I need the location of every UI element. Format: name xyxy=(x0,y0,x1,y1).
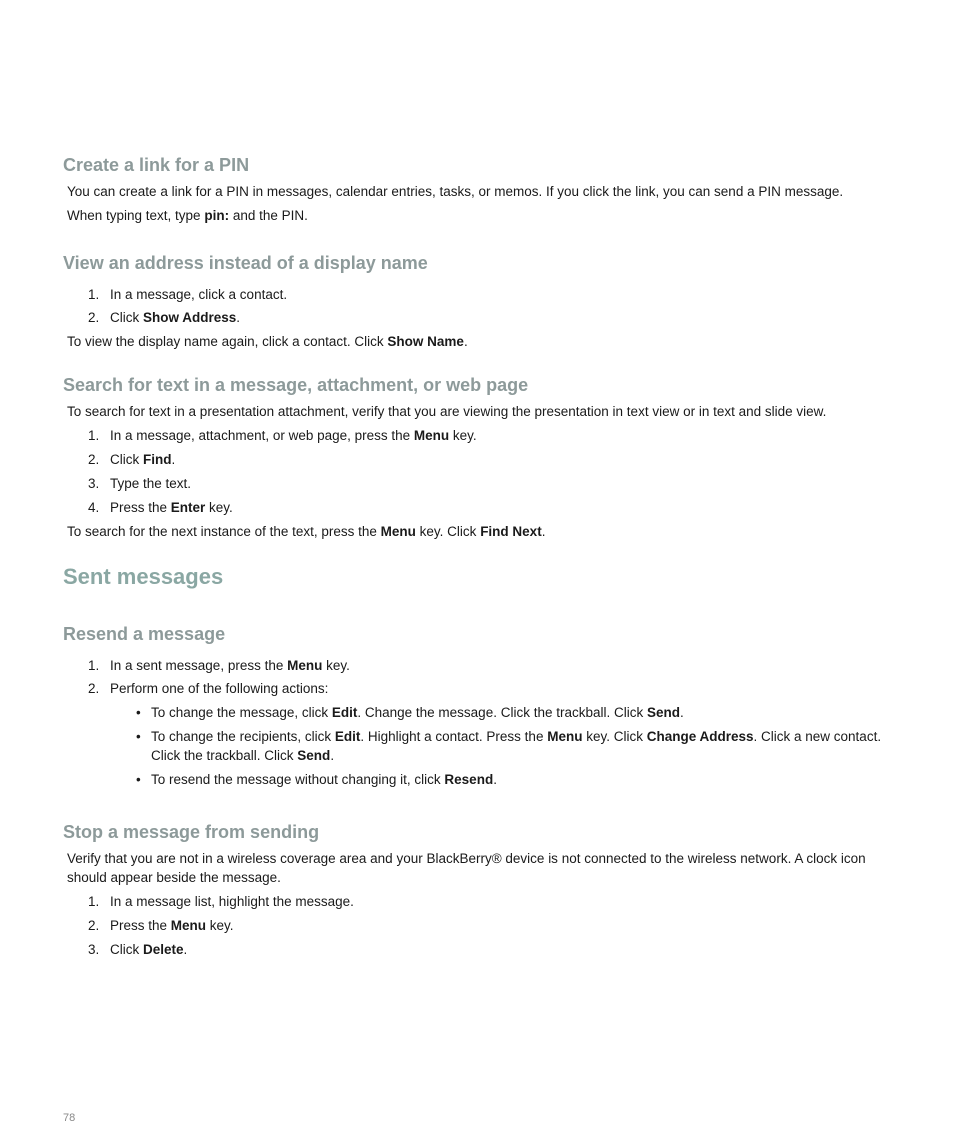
list-item: 2. Press the Menu key. xyxy=(88,918,234,933)
list-item: 1. In a message list, highlight the message. xyxy=(88,894,354,909)
list-item: 3. Click Delete. xyxy=(88,942,188,957)
heading-search-text: Search for text in a message, attachment, or web page xyxy=(63,375,529,395)
list-item: 4. Press the Enter key. xyxy=(88,500,233,515)
page-number: 78 xyxy=(63,1112,76,1124)
heading-sent-messages: Sent messages xyxy=(63,564,224,589)
list-item: 2. Click Show Address. xyxy=(88,310,241,325)
list-item: 3. Type the text. xyxy=(88,476,192,491)
paragraph: To search for the next instance of the text, press the Menu key. Click Find Next. xyxy=(67,524,546,539)
list-item: 1. In a message, click a contact. xyxy=(88,287,288,302)
list-item: 2. Perform one of the following actions: xyxy=(88,681,329,696)
heading-create-link-pin: Create a link for a PIN xyxy=(63,155,250,175)
bullet-item: • To change the recipients, click Edit. Highlight a contact. Press the Menu key. Click Change Address. Click a new contact. Click the trackball. Click Send. xyxy=(136,729,882,763)
paragraph: To view the display name again, click a contact. Click Show Name. xyxy=(67,334,468,349)
list-item: 1. In a sent message, press the Menu key. xyxy=(88,658,350,673)
heading-resend-message: Resend a message xyxy=(63,624,226,644)
paragraph: You can create a link for a PIN in messages, calendar entries, tasks, or memos. If you click the link, you can send a PIN message. xyxy=(67,184,844,199)
paragraph: To search for text in a presentation attachment, verify that you are viewing the presentation in text view or in text and slide view. xyxy=(67,404,827,419)
list-item: 1. In a message, attachment, or web page, press the Menu key. xyxy=(88,428,477,443)
list-item: 2. Click Find. xyxy=(88,452,176,467)
heading-stop-message: Stop a message from sending xyxy=(63,822,320,842)
bullet-item: • To resend the message without changing it, click Resend. xyxy=(136,772,497,787)
paragraph: Verify that you are not in a wireless coverage area and your BlackBerry® device is not connected to the wireless network. A clock icon should appear beside the message. xyxy=(67,851,866,885)
heading-view-address: View an address instead of a display name xyxy=(63,253,428,273)
bullet-item: • To change the message, click Edit. Change the message. Click the trackball. Click Send. xyxy=(136,705,684,720)
paragraph: When typing text, type pin: and the PIN. xyxy=(67,208,308,223)
